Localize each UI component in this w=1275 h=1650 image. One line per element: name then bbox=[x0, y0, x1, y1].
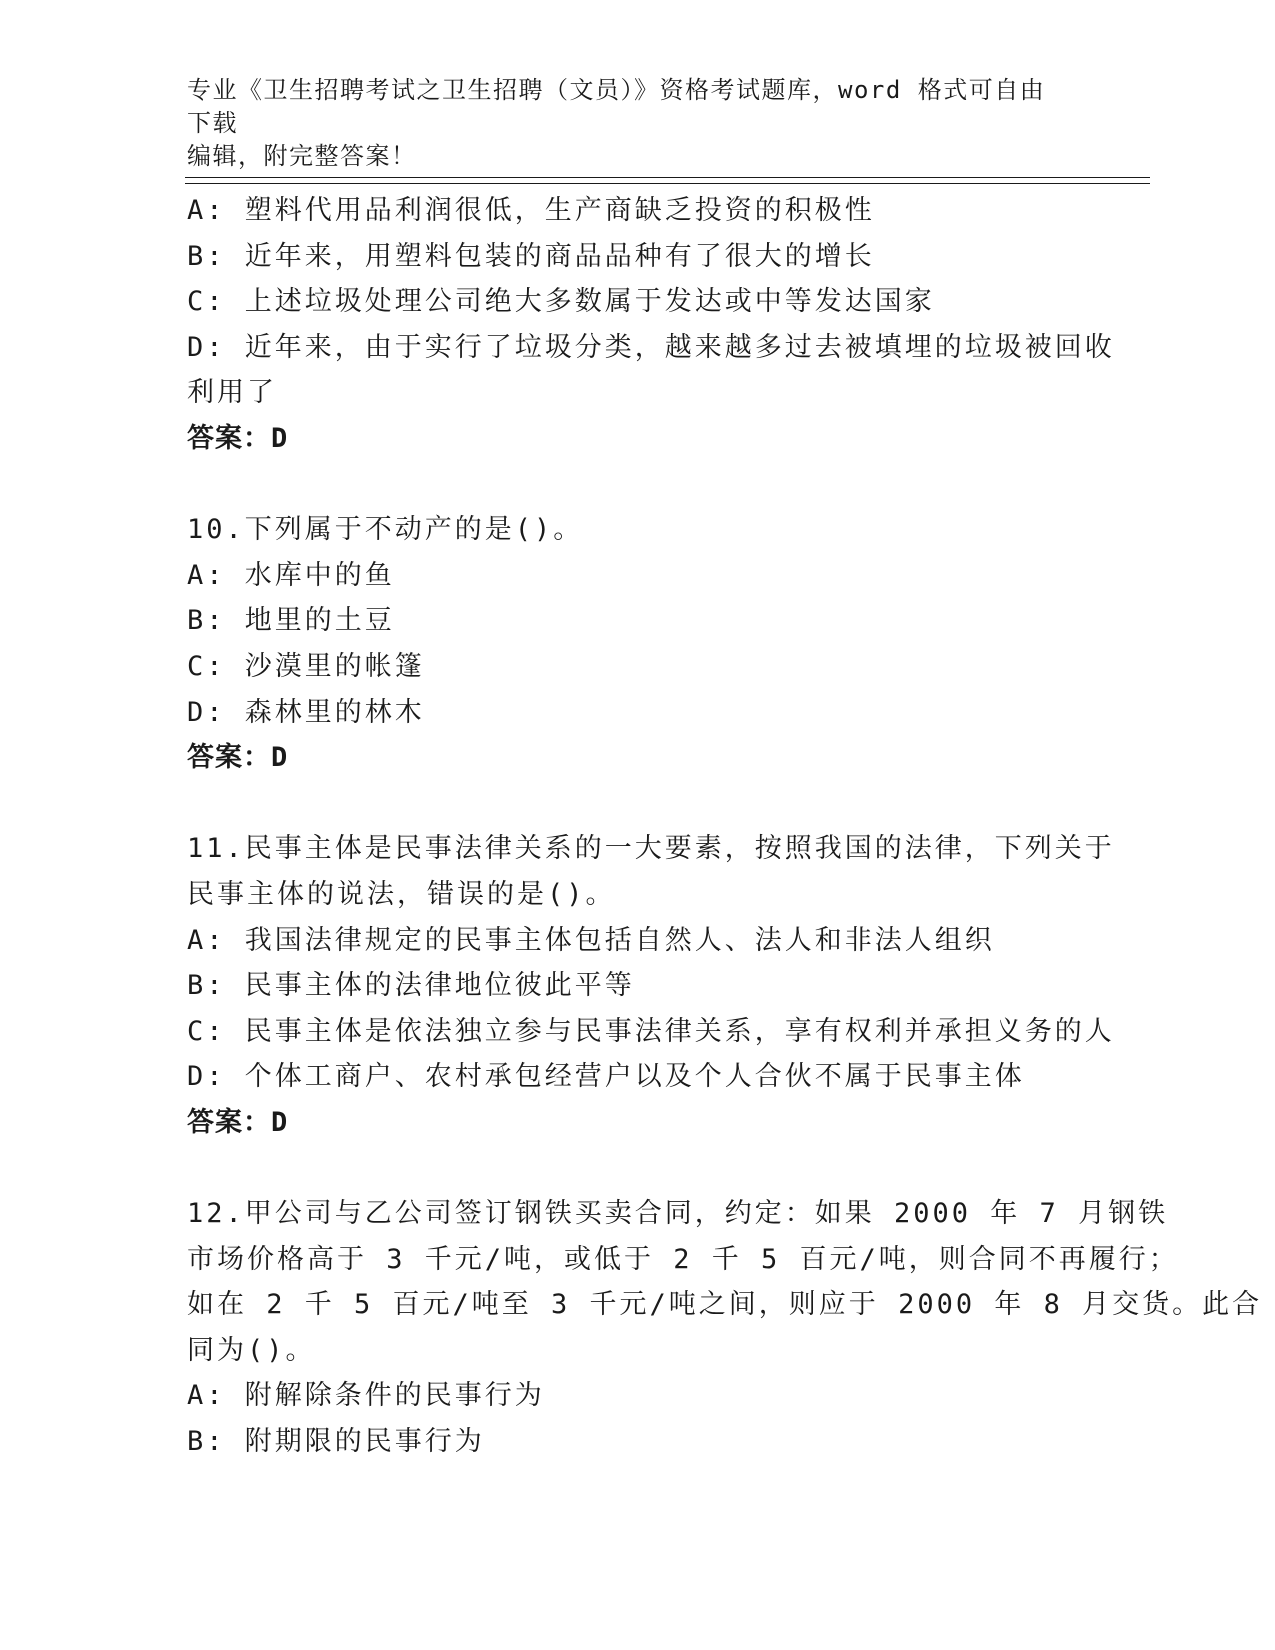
spacer bbox=[187, 781, 1087, 827]
header-line-1: 专业《卫生招聘考试之卫生招聘（文员）》资格考试题库，word 格式可自由下载 bbox=[187, 76, 1046, 137]
option-b: B: 近年来，用塑料包装的商品品种有了很大的增长 bbox=[187, 240, 875, 272]
option-a: A: 附解除条件的民事行为 bbox=[187, 1380, 545, 1412]
option-d: D: 森林里的林木 bbox=[187, 696, 425, 728]
question-stem-continued: 民事主体的说法，错误的是()。 bbox=[187, 878, 616, 910]
spacer bbox=[187, 462, 1087, 508]
question-12 bbox=[187, 1191, 1263, 1465]
question-stem: 10.下列属于不动产的是()。 bbox=[187, 514, 584, 546]
option-d-continued: 利用了 bbox=[187, 377, 277, 409]
header-divider-bottom bbox=[185, 183, 1150, 184]
option-a: A: 水库中的鱼 bbox=[187, 559, 395, 591]
question-9 bbox=[187, 188, 1115, 462]
option-a: A: 塑料代用品利润很低，生产商缺乏投资的积极性 bbox=[187, 195, 875, 226]
question-11 bbox=[187, 826, 1115, 1145]
question-stem-continued: 如在 2 千 5 百元/吨至 3 千元/吨之间，则应于 2000 年 8 月交货。此合 bbox=[187, 1289, 1263, 1321]
option-c: C: 沙漠里的帐篷 bbox=[187, 650, 425, 682]
option-b: B: 附期限的民事行为 bbox=[187, 1426, 485, 1458]
option-c: C: 民事主体是依法独立参与民事法律关系，享有权利并承担义务的人 bbox=[187, 1015, 1115, 1047]
question-stem-continued: 同为()。 bbox=[187, 1334, 316, 1366]
option-d: D: 近年来，由于实行了垃圾分类，越来越多过去被填埋的垃圾被回收 bbox=[187, 331, 1115, 363]
option-b: B: 地里的土豆 bbox=[187, 605, 395, 637]
question-stem: 12.甲公司与乙公司签订钢铁买卖合同，约定：如果 2000 年 7 月钢铁 bbox=[187, 1198, 1169, 1230]
header-divider-top bbox=[185, 177, 1150, 178]
header-line-2: 编辑，附完整答案！ bbox=[187, 142, 417, 170]
option-b: B: 民事主体的法律地位彼此平等 bbox=[187, 970, 635, 1002]
spacer bbox=[187, 1145, 1087, 1191]
answer: 答案：D bbox=[187, 1106, 289, 1138]
answer: 答案：D bbox=[187, 742, 289, 774]
question-stem-continued: 市场价格高于 3 千元/吨，或低于 2 千 5 百元/吨，则合同不再履行； bbox=[187, 1243, 1179, 1275]
option-c: C: 上述垃圾处理公司绝大多数属于发达或中等发达国家 bbox=[187, 286, 935, 318]
document-header bbox=[187, 74, 1067, 173]
option-d: D: 个体工商户、农村承包经营户以及个人合伙不属于民事主体 bbox=[187, 1061, 1025, 1093]
option-a: A: 我国法律规定的民事主体包括自然人、法人和非法人组织 bbox=[187, 924, 995, 956]
question-stem: 11.民事主体是民事法律关系的一大要素，按照我国的法律，下列关于 bbox=[187, 833, 1115, 865]
answer: 答案：D bbox=[187, 422, 289, 454]
question-10 bbox=[187, 507, 1087, 781]
question-list bbox=[187, 188, 1263, 1465]
